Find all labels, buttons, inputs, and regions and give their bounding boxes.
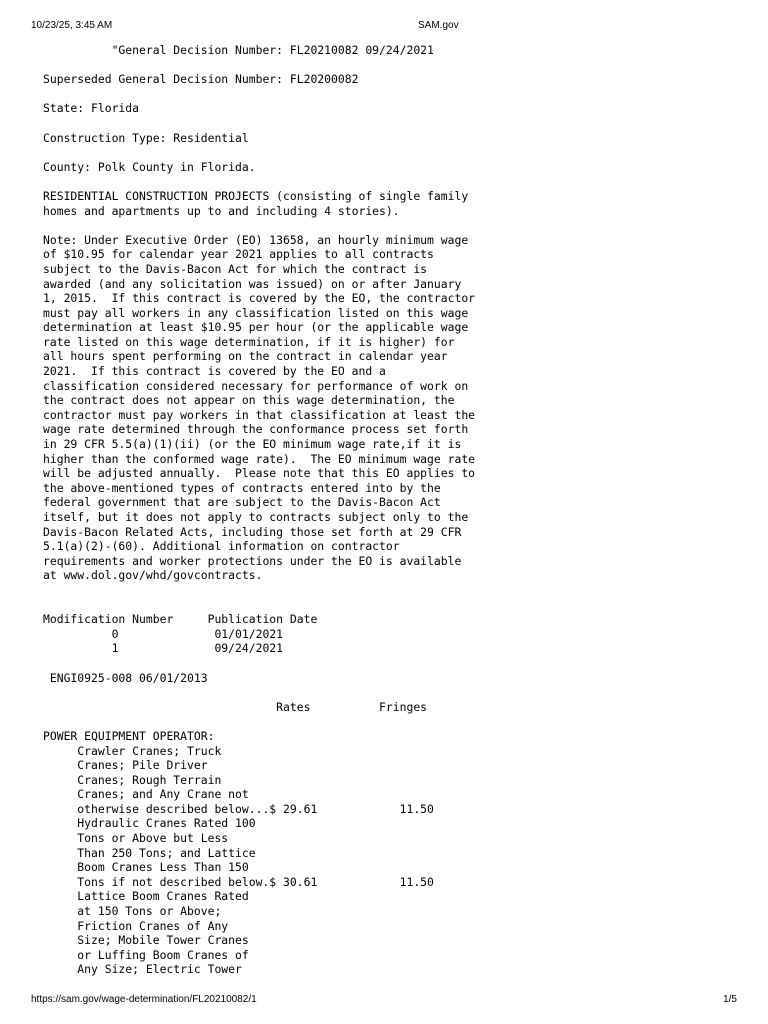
document-line: wage rate determined through the conformance process set forth bbox=[43, 422, 469, 437]
document-line: or Luffing Boom Cranes of bbox=[43, 947, 249, 962]
print-url: https://sam.gov/wage-determination/FL20210082/1 bbox=[31, 994, 257, 1005]
document-line: "General Decision Number: FL20210082 09/24/2021 bbox=[43, 43, 434, 57]
document-line bbox=[43, 174, 743, 189]
print-site-title: SAM.gov bbox=[418, 20, 459, 31]
document-line: 2021. If this contract is covered by the EO and a bbox=[43, 364, 386, 379]
document-line: 5.1(a)(2)-(60). Additional information on contractor bbox=[43, 539, 400, 554]
document-line bbox=[43, 116, 743, 131]
document-line bbox=[43, 145, 743, 160]
document-line: Boom Cranes Less Than 150 bbox=[43, 860, 249, 875]
document-line: Construction Type: Residential bbox=[43, 130, 249, 145]
document-line: of $10.95 for calendar year 2021 applies to all contracts bbox=[43, 247, 434, 262]
document-line: in 29 CFR 5.5(a)(1)(ii) (or the EO minimum wage rate,if it is bbox=[43, 437, 462, 452]
document-line: at 150 Tons or Above; bbox=[43, 904, 222, 919]
document-line bbox=[43, 583, 743, 598]
document-line: requirements and worker protections under the EO is available bbox=[43, 553, 462, 568]
document-line: County: Polk County in Florida. bbox=[43, 159, 256, 174]
document-line: Size; Mobile Tower Cranes bbox=[43, 933, 249, 948]
document-line: Lattice Boom Cranes Rated bbox=[43, 889, 249, 904]
document-line: subject to the Davis-Bacon Act for which the contract is bbox=[43, 261, 428, 276]
document-line: Note: Under Executive Order (EO) 13658, an hourly minimum wage bbox=[43, 232, 469, 247]
document-line: RESIDENTIAL CONSTRUCTION PROJECTS (consisting of single family bbox=[43, 188, 469, 203]
document-line: Superseded General Decision Number: FL20200082 bbox=[43, 72, 359, 87]
document-line: higher than the conformed wage rate). The EO minimum wage rate bbox=[43, 451, 476, 466]
document-line: otherwise described below...$ 29.61 11.50 bbox=[43, 801, 434, 816]
document-line: Rates Fringes bbox=[43, 699, 428, 714]
document-line: homes and apartments up to and including 4 stories). bbox=[43, 203, 400, 218]
document-line: Davis-Bacon Related Acts, including those set forth at 29 CFR bbox=[43, 524, 462, 539]
document-line: Hydraulic Cranes Rated 100 bbox=[43, 816, 256, 831]
document-line: awarded (and any solicitation was issued) on or after January bbox=[43, 276, 462, 291]
document-line: Than 250 Tons; and Lattice bbox=[43, 845, 256, 860]
document-line bbox=[43, 656, 743, 671]
print-page-number: 1/5 bbox=[723, 994, 737, 1005]
document-line: 1, 2015. If this contract is covered by the EO, the contractor bbox=[43, 291, 476, 306]
wage-determination-document bbox=[43, 43, 743, 977]
document-line bbox=[43, 714, 743, 729]
document-line: Cranes; and Any Crane not bbox=[43, 787, 249, 802]
document-line: contractor must pay workers in that classification at least the bbox=[43, 407, 476, 422]
document-line: POWER EQUIPMENT OPERATOR: bbox=[43, 728, 215, 743]
print-datetime: 10/23/25, 3:45 AM bbox=[31, 20, 113, 31]
document-line: Tons if not described below.$ 30.61 11.50 bbox=[43, 874, 434, 889]
document-line: 0 01/01/2021 bbox=[43, 626, 284, 641]
document-line: itself, but it does not apply to contracts subject only to the bbox=[43, 510, 469, 524]
document-line: 1 09/24/2021 bbox=[43, 641, 284, 656]
document-line: must pay all workers in any classification listed on this wage bbox=[43, 305, 469, 320]
document-line: will be adjusted annually. Please note that this EO applies to bbox=[43, 466, 476, 481]
document-line: all hours spent performing on the contract in calendar year bbox=[43, 349, 448, 364]
document-line: the above-mentioned types of contracts entered into by the bbox=[43, 480, 441, 495]
document-line: Any Size; Electric Tower bbox=[43, 962, 242, 977]
document-line: Crawler Cranes; Truck bbox=[43, 743, 222, 758]
document-line: ENGI0925-008 06/01/2013 bbox=[43, 670, 208, 685]
document-line bbox=[43, 685, 743, 700]
document-line: Cranes; Pile Driver bbox=[43, 758, 208, 773]
document-line bbox=[43, 58, 743, 73]
document-line: State: Florida bbox=[43, 101, 140, 116]
document-line: determination at least $10.95 per hour (or the applicable wage bbox=[43, 320, 469, 335]
document-line bbox=[43, 218, 743, 233]
document-line: Modification Number Publication Date bbox=[43, 612, 318, 627]
document-line bbox=[43, 87, 743, 102]
document-line: Cranes; Rough Terrain bbox=[43, 772, 222, 787]
document-line: rate listed on this wage determination, if it is higher) for bbox=[43, 334, 455, 349]
document-line: classification considered necessary for performance of work on bbox=[43, 378, 469, 393]
document-line: Tons or Above but Less bbox=[43, 831, 229, 846]
document-line: federal government that are subject to the Davis-Bacon Act bbox=[43, 495, 441, 510]
document-line: Friction Cranes of Any bbox=[43, 918, 229, 933]
document-line: at www.dol.gov/whd/govcontracts. bbox=[43, 568, 263, 583]
document-line: the contract does not appear on this wage determination, the bbox=[43, 393, 455, 408]
document-line bbox=[43, 598, 743, 613]
